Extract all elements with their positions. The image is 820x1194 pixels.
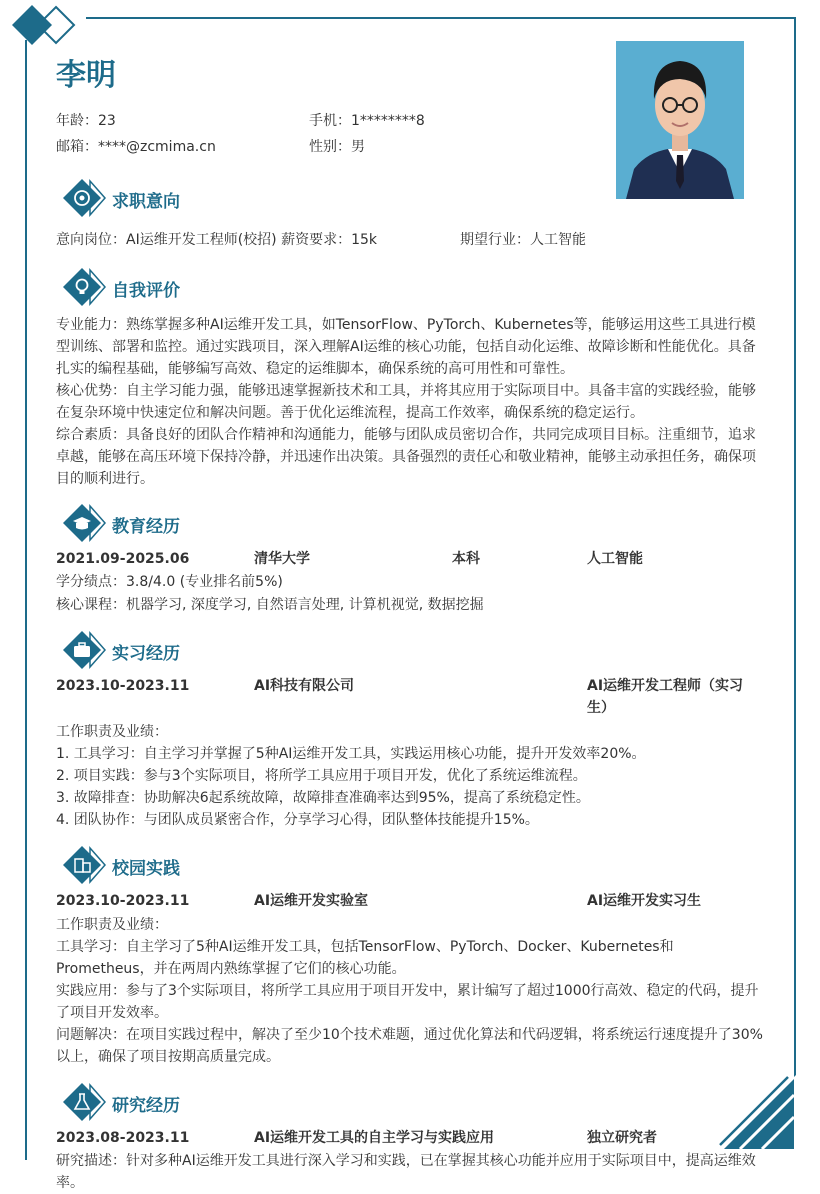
gender-value: 男 (351, 139, 365, 155)
internship-date: 2023.10-2023.11 (56, 678, 190, 694)
education-school: 清华大学 (254, 551, 310, 567)
campus-date: 2023.10-2023.11 (56, 893, 190, 909)
research-row (56, 1127, 768, 1149)
education-courses: 核心课程：机器学习, 深度学习, 自然语言处理, 计算机视觉, 数据挖掘 (56, 597, 484, 613)
campus-lead: 工作职责及业绩： (56, 917, 168, 933)
lightbulb-icon (60, 267, 106, 307)
frame-top-line (86, 17, 796, 19)
internship-company: AI科技有限公司 (254, 678, 355, 694)
age-field (56, 111, 116, 131)
education-date: 2021.09-2025.06 (56, 551, 190, 567)
flask-icon (60, 1082, 106, 1122)
campus-role: AI运维开发实习生 (587, 893, 702, 909)
campus-org: AI运维开发实验室 (254, 893, 369, 909)
campus-tools: 工具学习：自主学习了5种AI运维开发工具，包括TensorFlow、PyTorch、Docker、Kubernetes和Prometheus，并在两周内熟练掌握了它们的核心功能。 (56, 939, 674, 977)
section-title-campus: 校园实践 (112, 859, 180, 879)
internship-item-3: 3. 故障排查：协助解决6起系统故障，故障排查准确率达到95%，提高了系统稳定性。 (56, 790, 590, 806)
phone-field (309, 111, 425, 131)
email-value: ****@zcmima.cn (98, 139, 216, 155)
self-eval-strengths: 核心优势：自主学习能力强，能够迅速掌握新技术和工具，并将其应用于实际项目中。具备丰富的实践经验，能够在复杂环境中快速定位和解决问题。善于优化运维流程，提高工作效率，确保系统的稳定运行。 (56, 383, 756, 421)
phone-value: 1********8 (351, 113, 425, 129)
internship-item-1: 1. 工具学习：自主学习并掌握了5种AI运维开发工具，实践运用核心功能，提升开发效率20%。 (56, 746, 646, 762)
target-icon (60, 178, 106, 218)
section-header-campus (60, 845, 460, 885)
education-row (56, 548, 768, 570)
profile-photo (616, 41, 744, 199)
campus-practice: 实践应用：参与了3个实际项目，将所学工具应用于项目开发中，累计编写了超过1000行高效、稳定的代码，提升了项目开发效率。 (56, 983, 759, 1021)
section-title-research: 研究经历 (112, 1096, 180, 1116)
research-date: 2023.08-2023.11 (56, 1130, 190, 1146)
section-header-education (60, 503, 460, 543)
research-description: 研究描述：针对多种AI运维开发工具进行深入学习和实践，已在掌握其核心功能并应用于实际项目中，提高运维效率。 (56, 1153, 756, 1191)
frame-left-line (25, 40, 27, 1160)
intent-industry: 期望行业：人工智能 (460, 232, 586, 248)
internship-item-4: 4. 团队协作：与团队成员紧密合作，分享学习心得，团队整体技能提升15%。 (56, 812, 539, 828)
briefcase-icon (60, 630, 106, 670)
age-label: 年龄： (56, 113, 98, 129)
research-role: 独立研究者 (587, 1130, 657, 1146)
phone-label: 手机： (309, 113, 351, 129)
education-major: 人工智能 (587, 551, 643, 567)
self-eval-qualities: 综合素质：具备良好的团队合作精神和沟通能力，能够与团队成员密切合作，共同完成项目目标。注重细节，追求卓越，能够在高压环境下保持冷静，并迅速作出决策。具备强烈的责任心和敬业精神，能够主动承担任务，确保项目的顺利进行。 (56, 427, 756, 487)
internship-lead: 工作职责及业绩： (56, 724, 168, 740)
internship-row (56, 675, 768, 719)
section-title-intent: 求职意向 (112, 192, 180, 212)
education-degree: 本科 (452, 551, 480, 567)
internship-item-2: 2. 项目实践：参与3个实际项目，将所学工具应用于项目开发，优化了系统运维流程。 (56, 768, 587, 784)
email-label: 邮箱： (56, 139, 98, 155)
self-eval-skills: 专业能力：熟练掌握多种AI运维开发工具，如TensorFlow、PyTorch、Kubernetes等，能够运用这些工具进行模型训练、部署和监控。通过实践项目，深入理解AI运维的核心功能，包括自动化运维、故障诊断和性能优化。具备扎实的编程基础，能够编写高效、稳定的运维脚本，确保系统的高可用性和可靠性。 (56, 317, 756, 377)
research-topic: AI运维开发工具的自主学习与实践应用 (254, 1130, 495, 1146)
internship-role: AI运维开发工程师（实习生） (587, 678, 744, 716)
frame-right-line (794, 17, 796, 1082)
section-header-internship (60, 630, 460, 670)
section-header-intent (60, 178, 460, 218)
section-title-self: 自我评价 (112, 281, 180, 301)
gender-field (309, 137, 365, 157)
campus-row (56, 890, 768, 912)
intent-position: 意向岗位：AI运维开发工程师(校招) 薪资要求：15k (56, 232, 378, 248)
email-field (56, 137, 216, 157)
age-value: 23 (98, 113, 116, 129)
education-gpa: 学分绩点：3.8/4.0 (专业排名前5%) (56, 574, 283, 590)
campus-problem-solving: 问题解决：在项目实践过程中，解决了至少10个技术难题，通过优化算法和代码逻辑，将系统运行速度提升了30%以上，确保了项目按期高质量完成。 (56, 1027, 763, 1065)
corner-diamond-decoration (10, 2, 80, 48)
avatar-icon (616, 41, 744, 199)
section-title-internship: 实习经历 (112, 644, 180, 664)
section-title-education: 教育经历 (112, 517, 180, 537)
building-icon (60, 845, 106, 885)
section-header-research (60, 1082, 460, 1122)
graduation-cap-icon (60, 503, 106, 543)
section-header-self (60, 267, 460, 307)
gender-label: 性别： (309, 139, 351, 155)
candidate-name: 李明 (56, 58, 116, 93)
